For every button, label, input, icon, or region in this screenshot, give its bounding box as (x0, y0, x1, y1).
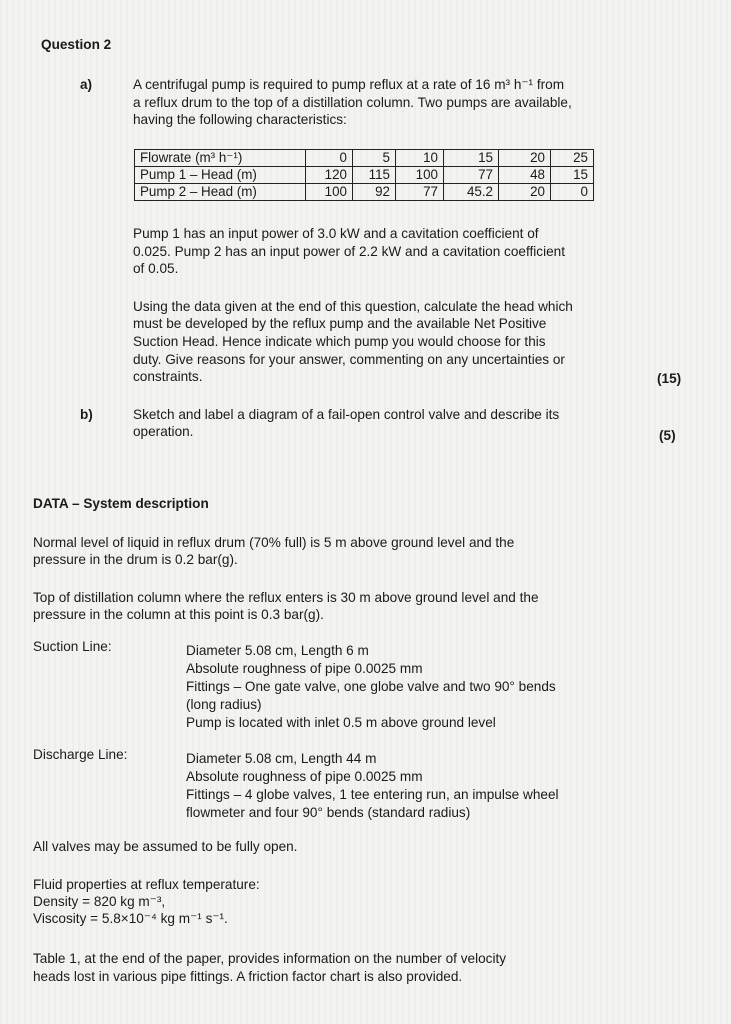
intro-line: a reflux drum to the top of a distillation column. Two pumps are available, (133, 95, 572, 110)
fluid-heading: Fluid properties at reflux temperature: (33, 877, 260, 892)
part-b-label: b) (80, 407, 93, 422)
table-cell: 100 (306, 184, 353, 201)
table-cell: 92 (353, 184, 396, 201)
table-cell: 10 (396, 150, 444, 167)
table-cell: 25 (551, 150, 594, 167)
valves-note: All valves may be assumed to be fully open. (33, 839, 298, 854)
table-cell: 48 (499, 167, 551, 184)
part-a-marks: (15) (657, 371, 682, 386)
data-line: pressure in the column at this point is 0.3 bar(g). (33, 607, 324, 622)
part-b-marks: (5) (659, 428, 676, 443)
suction-detail: Absolute roughness of pipe 0.0025 mm (186, 661, 423, 676)
row-label: Pump 1 – Head (m) (135, 167, 306, 184)
table-cell: 77 (396, 184, 444, 201)
data-heading: DATA – System description (33, 496, 209, 511)
task-line: Suction Head. Hence indicate which pump you would choose for this (133, 334, 546, 349)
suction-detail: Diameter 5.08 cm, Length 6 m (186, 643, 369, 658)
suction-detail: Pump is located with inlet 0.5 m above ground level (186, 715, 496, 730)
pump-info-line: of 0.05. (133, 261, 179, 276)
table-cell: 20 (499, 184, 551, 201)
discharge-detail: Absolute roughness of pipe 0.0025 mm (186, 769, 423, 784)
suction-detail: (long radius) (186, 697, 262, 712)
table-cell: 115 (353, 167, 396, 184)
intro-line: having the following characteristics: (133, 112, 347, 127)
table-cell: 100 (396, 167, 444, 184)
table-cell: 20 (499, 150, 551, 167)
discharge-detail: Diameter 5.08 cm, Length 44 m (186, 751, 377, 766)
footer-line: heads lost in various pipe fittings. A friction factor chart is also provided. (33, 969, 463, 984)
fluid-density: Density = 820 kg m⁻³, (33, 894, 166, 909)
data-line: Normal level of liquid in reflux drum (70% full) is 5 m above ground level and the (33, 535, 515, 550)
fluid-viscosity: Viscosity = 5.8×10⁻⁴ kg m⁻¹ s⁻¹. (33, 911, 228, 926)
suction-detail: Fittings – One gate valve, one globe valve and two 90° bends (186, 679, 556, 694)
table-cell: 0 (551, 184, 594, 201)
question-heading: Question 2 (41, 37, 112, 52)
discharge-detail: Fittings – 4 globe valves, 1 tee entering run, an impulse wheel (186, 787, 559, 802)
task-line: duty. Give reasons for your answer, commenting on any uncertainties or (133, 352, 565, 367)
suction-line-label: Suction Line: (33, 639, 112, 654)
footer-line: Table 1, at the end of the paper, provides information on the number of velocity (33, 951, 507, 966)
data-line: Top of distillation column where the reflux enters is 30 m above ground level and the (33, 590, 539, 605)
task-line: Using the data given at the end of this question, calculate the head which (133, 299, 573, 314)
part-b-line: operation. (133, 424, 194, 439)
table-row (135, 150, 594, 167)
intro-line: A centrifugal pump is required to pump reflux at a rate of 16 m³ h⁻¹ from (133, 77, 565, 92)
row-label: Pump 2 – Head (m) (135, 184, 306, 201)
part-a-label: a) (80, 77, 93, 92)
pump-info-line: Pump 1 has an input power of 3.0 kW and a cavitation coefficient of (133, 226, 539, 241)
row-label: Flowrate (m³ h⁻¹) (135, 150, 306, 167)
table-row (135, 167, 594, 184)
task-line: must be developed by the reflux pump and the available Net Positive (133, 316, 547, 331)
table-cell: 77 (444, 167, 499, 184)
discharge-detail: flowmeter and four 90° bends (standard radius) (186, 805, 471, 820)
table-cell: 0 (306, 150, 353, 167)
table-cell: 45.2 (444, 184, 499, 201)
pump-characteristics-table (134, 149, 594, 201)
table-cell: 15 (551, 167, 594, 184)
data-line: pressure in the drum is 0.2 bar(g). (33, 552, 238, 567)
task-line: constraints. (133, 369, 203, 384)
table-cell: 120 (306, 167, 353, 184)
table-cell: 15 (444, 150, 499, 167)
pump-info-line: 0.025. Pump 2 has an input power of 2.2 kW and a cavitation coefficient (133, 244, 565, 259)
part-b-line: Sketch and label a diagram of a fail-open control valve and describe its (133, 407, 560, 422)
discharge-line-label: Discharge Line: (33, 747, 128, 762)
table-row (135, 184, 594, 201)
table-cell: 5 (353, 150, 396, 167)
